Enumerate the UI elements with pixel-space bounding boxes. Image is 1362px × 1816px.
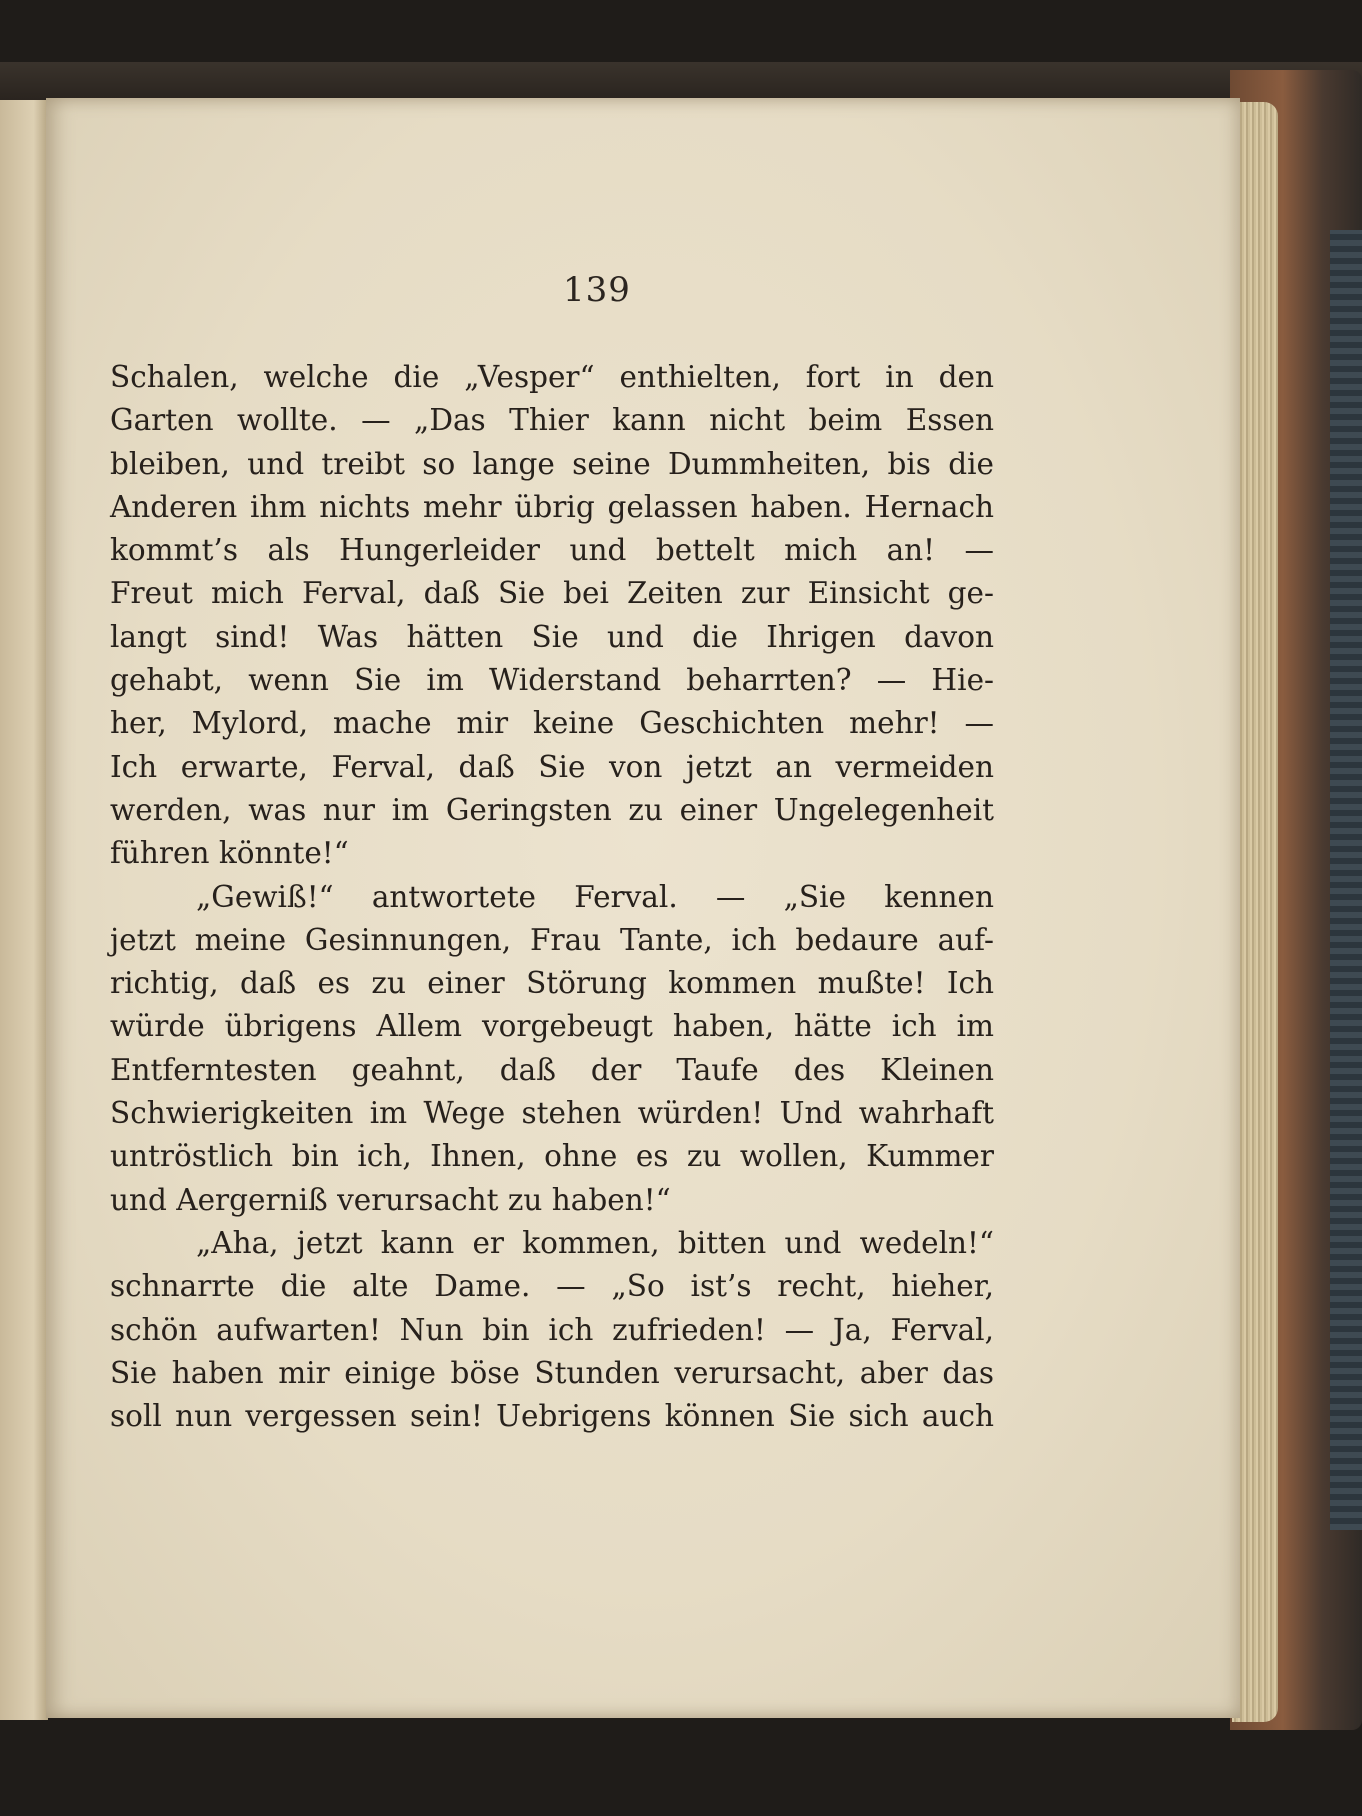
left-page-edge [0, 100, 48, 1720]
text-line: würde übrigens Allem vorgebeugt haben, hätte ich im [110, 1009, 994, 1044]
text-line: führen könnte!“ [110, 836, 349, 871]
page-number: 139 [563, 270, 631, 310]
body-text [110, 356, 994, 1438]
text-line: „Aha, jetzt kann er kommen, bitten und wedeln!“ [196, 1225, 994, 1260]
book-top-edge [0, 62, 1362, 100]
text-line: schnarrte die alte Dame. — „So ist’s recht, hieher, [110, 1269, 994, 1304]
text-line: und Aergerniß verursacht zu haben!“ [110, 1182, 671, 1217]
book-page [46, 98, 1240, 1718]
text-line: „Gewiß!“ antwortete Ferval. — „Sie kennen [196, 879, 994, 914]
text-line: langt sind! Was hätten Sie und die Ihrigen davon [110, 619, 994, 654]
text-line: werden, was nur im Geringsten zu einer Ungelegenheit [110, 792, 994, 827]
text-line: schön aufwarten! Nun bin ich zufrieden! — Ja, Ferval, [110, 1312, 994, 1347]
text-line: gehabt, wenn Sie im Widerstand beharrten? — Hie- [110, 663, 994, 698]
text-line: Garten wollte. — „Das Thier kann nicht beim Essen [110, 403, 994, 438]
text-line: Sie haben mir einige böse Stunden verursacht, aber das [110, 1355, 994, 1390]
text-line: Anderen ihm nichts mehr übrig gelassen haben. Hernach [110, 489, 994, 524]
cover-pattern [1330, 230, 1362, 1530]
text-line: Freut mich Ferval, daß Sie bei Zeiten zur Einsicht ge- [110, 576, 994, 611]
text-line: kommt’s als Hungerleider und bettelt mich an! — [110, 533, 994, 568]
text-line: Ich erwarte, Ferval, daß Sie von jetzt an vermeiden [110, 749, 994, 784]
text-line: Entferntesten geahnt, daß der Taufe des Kleinen [110, 1052, 994, 1087]
text-line: soll nun vergessen sein! Uebrigens können Sie sich auch [110, 1399, 994, 1434]
text-line: richtig, daß es zu einer Störung kommen mußte! Ich [110, 966, 994, 1001]
text-line: Schwierigkeiten im Wege stehen würden! Und wahrhaft [110, 1096, 994, 1131]
text-line: her, Mylord, mache mir keine Geschichten mehr! — [110, 706, 994, 741]
text-line: jetzt meine Gesinnungen, Frau Tante, ich bedaure auf- [110, 922, 994, 957]
text-line: untröstlich bin ich, Ihnen, ohne es zu wollen, Kummer [110, 1139, 994, 1174]
text-line: Schalen, welche die „Vesper“ enthielten, fort in den [110, 360, 994, 394]
text-line: bleiben, und treibt so lange seine Dummheiten, bis die [110, 446, 994, 481]
